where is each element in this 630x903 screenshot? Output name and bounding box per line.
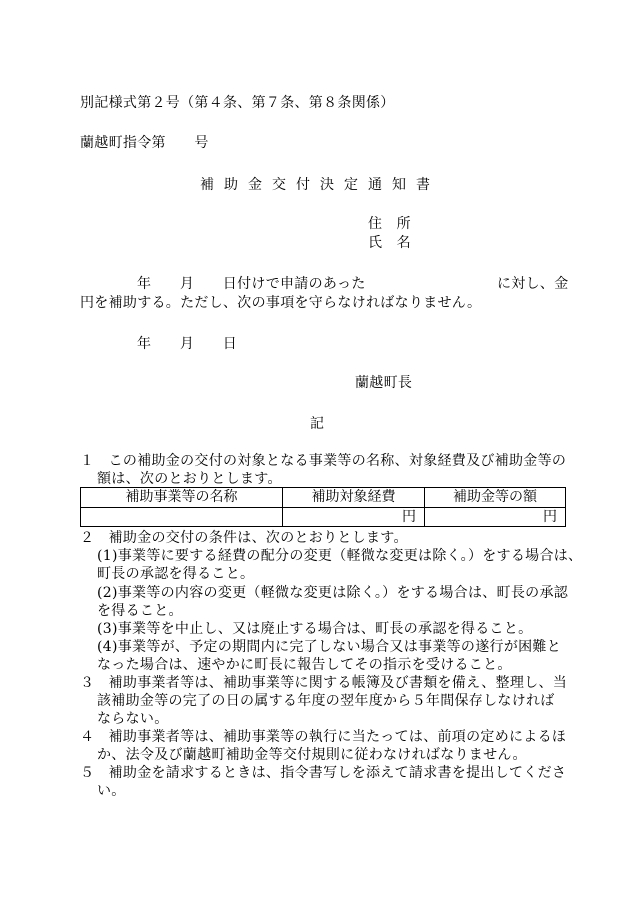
table-cell-eligible-expense: 円 — [283, 508, 425, 526]
condition-4-line: (4)事業等が、予定の期間内に完了しない場合又は事業等の遂行が困難と — [97, 639, 562, 655]
table-header-subsidy-amount: 補助金等の額 — [425, 488, 565, 508]
notice-line-1-tail: に対し、金 — [497, 276, 569, 292]
table-cell-subsidy-amount: 円 — [543, 509, 557, 525]
issuer-name: 蘭越町長 — [355, 375, 413, 391]
item-4-line: ４ 補助事業者等は、補助事業等の執行に当たっては、前項の定めによるほ — [80, 729, 567, 745]
item-1-line: 額は、次のとおりとします。 — [97, 471, 282, 487]
item-5-line: ５ 補助金を請求するときは、指令書写しを添えて請求書を提出してくださ — [80, 765, 567, 781]
form-number: 別記様式第２号（第４条、第７条、第８条関係） — [80, 95, 395, 111]
item-3-line: ならない。 — [97, 711, 169, 727]
ki-heading: 記 — [310, 416, 325, 432]
item-3-line: ３ 補助事業者等は、補助事業等に関する帳簿及び書類を備え、整理し、当 — [80, 675, 568, 691]
condition-2-line: を得ること。 — [97, 603, 183, 619]
issue-date: 年 月 日 — [137, 336, 238, 352]
condition-1-line: (1)事業等に要する経費の配分の変更（軽微な変更は除く。）をする場合は、 — [97, 548, 583, 564]
table-header-project-name: 補助事業等の名称 — [81, 488, 283, 508]
table-header-eligible-expense: 補助対象経費 — [283, 488, 425, 508]
address-label: 住 所 — [368, 216, 411, 232]
table-cell-project-name — [81, 508, 283, 526]
condition-2-line: (2)事業等の内容の変更（軽微な変更は除く。）をする場合は、町長の承認 — [97, 585, 569, 601]
notice-line-2: 円を補助する。ただし、次の事項を守らなければなりません。 — [80, 295, 482, 311]
item-2-line: ２ 補助金の交付の条件は、次のとおりとします。 — [80, 530, 408, 546]
document-title: 補助金交付決定通知書 — [200, 177, 440, 193]
condition-4-line: なった場合は、速やかに町長に報告してその指示を受けること。 — [97, 657, 512, 673]
condition-1-line: 町長の承認を得ること。 — [97, 566, 255, 582]
notice-line-1: 年 月 日付けで申請のあった — [137, 276, 366, 292]
name-label: 氏 名 — [368, 235, 411, 251]
item-5-line: い。 — [97, 783, 126, 799]
directive-number: 蘭越町指令第 号 — [80, 135, 209, 151]
item-1-line: １ この補助金の交付の対象となる事業等の名称、対象経費及び補助金等の — [80, 453, 567, 469]
condition-3-line: (3)事業等を中止し、又は廃止する場合は、町長の承認を得ること。 — [97, 621, 533, 637]
subsidy-table — [80, 487, 566, 527]
item-4-line: か、法令及び蘭越町補助金等交付規則に従わなければなりません。 — [97, 747, 527, 763]
item-3-line: 該補助金等の完了の日の属する年度の翌年度から５年間保存しなければ — [97, 693, 555, 709]
